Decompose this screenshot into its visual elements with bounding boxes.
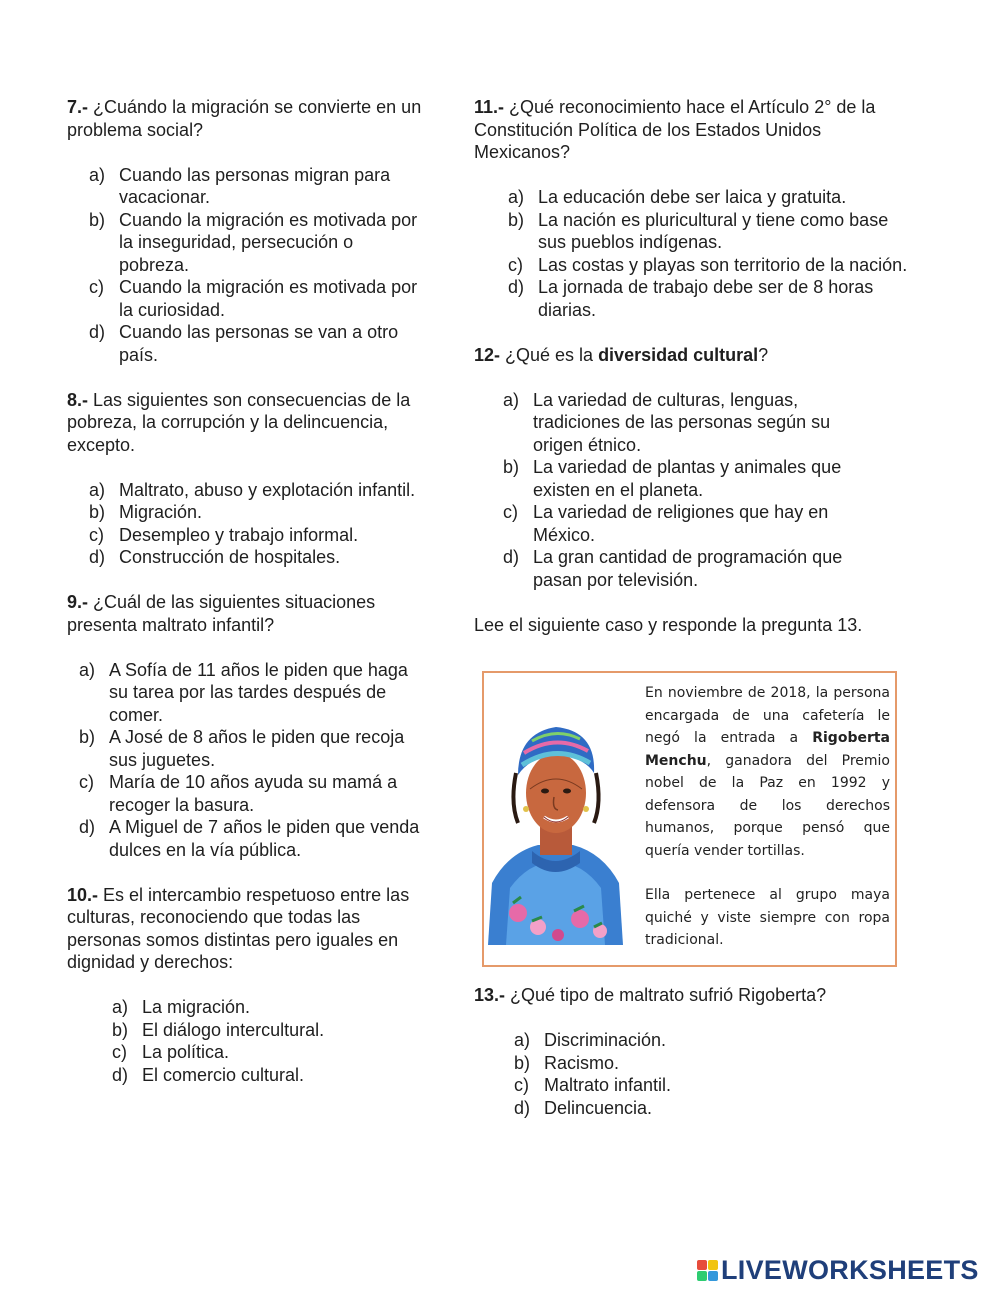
option-c[interactable]: c) La variedad de religiones que hay en México. [503,502,829,545]
option-d[interactable]: d) La gran cantidad de programación que pasan por televisión. [503,547,843,590]
option-c[interactable]: c) La política. [112,1042,230,1062]
right-column [474,96,909,636]
option-c[interactable]: c) Maltrato infantil. [514,1075,672,1095]
question-8-text: 8.- Las siguientes son consecuencias de la pobreza, la corrupción y la delincuencia, excepto. [67,389,411,455]
logo-icon [697,1260,718,1281]
question-10-options [112,996,422,1086]
option-d[interactable]: d) A Miguel de 7 años le piden que venda dulces en la vía pública. [79,817,420,860]
question-9-text: 9.- ¿Cuál de las siguientes situaciones presenta maltrato infantil? [67,592,376,635]
case-paragraph-1: En noviembre de 2018, la persona encargada de una cafetería le negó la entrada a Rigoberta Menchu, ganadora del Premio nobel de la Paz en 1992 y defensora de los derechos humanos, porque pensó que quería vender tortillas. [645,685,890,859]
case-paragraph-2: Ella pertenece al grupo maya quiché y viste siempre con ropa tradicional. [645,887,890,948]
option-c[interactable]: c) Las costas y playas son territorio de la nación. [508,254,908,275]
option-d[interactable]: d) La jornada de trabajo debe ser de 8 horas diarias. [508,277,874,320]
question-12 [474,344,909,592]
option-d[interactable]: d) El comercio cultural. [112,1064,305,1085]
question-13-text: 13.- ¿Qué tipo de maltrato sufrió Rigoberta? [474,985,827,1005]
case-text [645,682,890,952]
question-7 [67,96,422,366]
question-9 [67,591,422,861]
question-7-options [89,164,422,367]
option-b[interactable]: b) Cuando la migración es motivada por la inseguridad, persecución o pobreza. [89,209,418,275]
option-a[interactable]: a) A Sofía de 11 años le piden que haga su tarea por las tardes después de comer. [79,659,408,725]
option-d[interactable]: d) Delincuencia. [514,1097,653,1118]
option-d[interactable]: d) Construcción de hospitales. [89,547,341,567]
option-b[interactable]: b) La variedad de plantas y animales que existen en el planeta. [503,457,842,500]
option-c[interactable]: c) Cuando la migración es motivada por la curiosidad. [89,277,418,320]
case-box [482,671,897,967]
question-7-text: 7.- ¿Cuándo la migración se convierte en un problema social? [67,97,422,140]
question-11 [474,96,909,321]
question-11-options [508,186,909,321]
option-b[interactable]: b) La nación es pluricultural y tiene como base sus pueblos indígenas. [508,209,889,252]
question-10-text: 10.- Es el intercambio respetuoso entre las culturas, reconociendo que todas las personas somos distintas pero iguales en dignidad y derechos: [67,884,410,972]
option-b[interactable]: b) El diálogo intercultural. [112,1019,325,1040]
question-12-text: 12- ¿Qué es la diversidad cultural? [474,344,769,365]
portrait-image [488,713,623,945]
question-11-text: 11.- ¿Qué reconocimiento hace el Artículo 2° de la Constitución Política de los Estados Unidos Mexicanos? [474,97,876,162]
question-9-options [79,659,422,862]
option-c[interactable]: c) María de 10 años ayuda su mamá a recoger la basura. [79,772,398,815]
option-a[interactable]: a) Discriminación. [514,1030,667,1050]
question-8-options [89,479,422,569]
option-a[interactable]: a) Cuando las personas migran para vacacionar. [89,164,391,207]
option-b[interactable]: b) Migración. [89,502,203,522]
option-a[interactable]: a) La educación debe ser laica y gratuita. [508,187,847,207]
question-12-options [503,389,883,592]
left-column [67,96,422,1086]
option-d[interactable]: d) Cuando las personas se van a otro país. [89,322,399,365]
option-c[interactable]: c) Desempleo y trabajo informal. [89,524,359,545]
case-instruction: Lee el siguiente caso y responde la pregunta 13. [474,614,863,635]
option-a[interactable]: a) La variedad de culturas, lenguas, tradiciones de las personas según su origen étnico. [503,389,831,455]
option-b[interactable]: b) A José de 8 años le piden que recoja sus juguetes. [79,727,405,770]
option-b[interactable]: b) Racismo. [514,1052,620,1073]
question-13 [474,984,909,1119]
option-a[interactable]: a) La migración. [112,997,251,1017]
question-8 [67,389,422,569]
liveworksheets-logo[interactable] [697,1255,979,1285]
question-10 [67,884,422,1087]
question-13-options [514,1029,909,1119]
option-a[interactable]: a) Maltrato, abuso y explotación infantil. [89,479,416,500]
logo-text: LIVEWORKSHEETS [721,1254,979,1285]
